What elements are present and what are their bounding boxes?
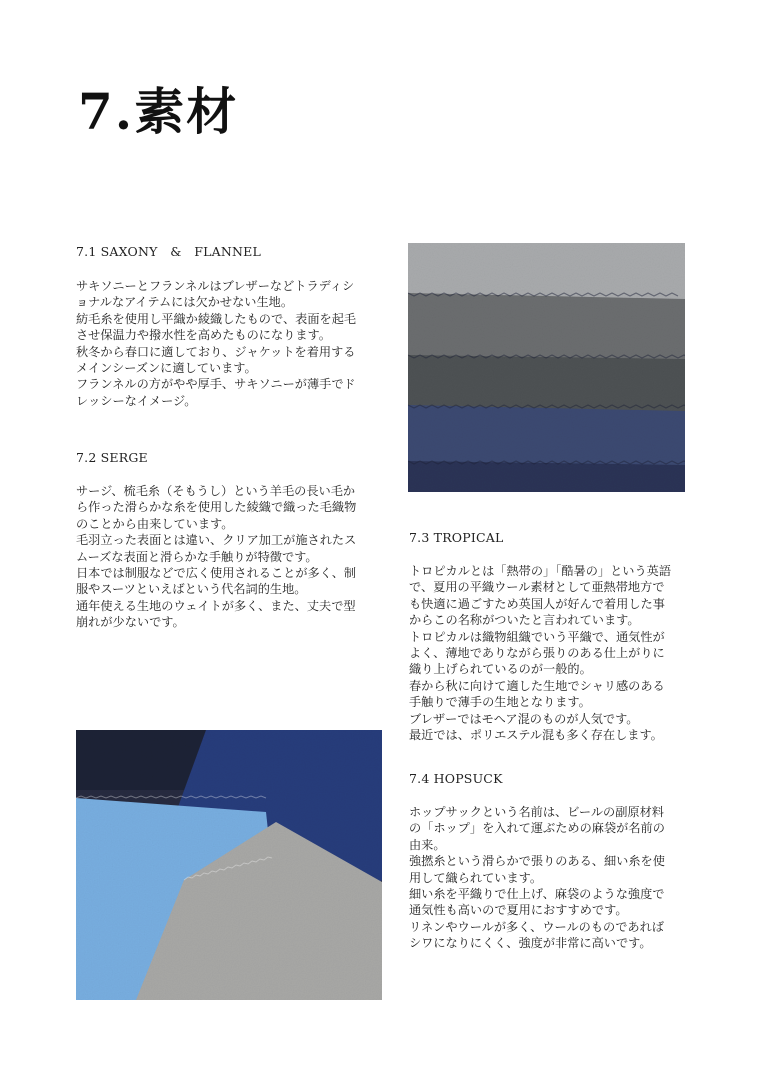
text-line: ムーズな表面と滑らかな手触りが特徴です。 — [76, 549, 318, 564]
section-heading: 7.1 SAXONY & FLANNEL — [76, 244, 261, 259]
text-line: シワになりにくく、強度が非常に高いです。 — [409, 936, 652, 951]
page-title: 7.素材 — [78, 82, 239, 141]
text-line: サキソニーとフランネルはブレザーなどトラディシ — [76, 279, 355, 293]
fabric-swatches-fanned-photo — [76, 730, 382, 1000]
text-line: メインシーズンに適しています。 — [76, 361, 257, 376]
text-line: 通気性も高いので夏用におすすめです。 — [409, 903, 628, 918]
section-body — [76, 278, 376, 409]
text-line: リネンやウールが多く、ウールのものであれば — [409, 919, 664, 934]
text-line: よく、薄地でありながら張りのある仕上がりに — [409, 646, 665, 661]
text-line: からこの名称がついたと言われています。 — [409, 613, 640, 628]
text-line: ホップサックという名前は、ビールの副原材料 — [409, 805, 664, 819]
section-body — [76, 483, 376, 631]
section-body — [409, 804, 689, 952]
text-line: ョナルなアイテムには欠かせない生地。 — [76, 295, 294, 310]
text-line: フランネルの方がやや厚手、サキソニーが薄手でド — [76, 377, 356, 392]
text-line: トロピカルとは「熱帯の」「酷暑の」という英語 — [409, 564, 672, 578]
text-line: レッシーなイメージ。 — [76, 393, 197, 408]
section-heading: 7.4 HOPSUCK — [409, 771, 503, 786]
text-line: 春から秋に向けて適した生地でシャリ感のある — [409, 678, 665, 693]
text-line: サージ、梳毛糸（そもうし）という羊毛の長い毛か — [76, 484, 356, 498]
text-line: ブレザーではモヘア混のものが人気です。 — [409, 711, 639, 726]
text-line: 毛羽立った表面とは違い、クリア加工が施されたス — [76, 533, 357, 548]
text-line: 通年使える生地のウェイトが多く、また、丈夫で型 — [76, 598, 356, 613]
text-line: ら作った滑らかな糸を使用した綾織で織った毛織物 — [76, 500, 357, 515]
section-heading: 7.3 TROPICAL — [409, 530, 504, 545]
fabric-swatches-stacked-photo — [408, 243, 685, 492]
text-line: 紡毛糸を使用し平織か綾織したもので、表面を起毛 — [76, 311, 357, 326]
text-line: 崩れが少ないです。 — [76, 615, 185, 630]
text-line: も快適に過ごすため英国人が好んで着用した事 — [409, 596, 665, 611]
text-line: で、夏用の平織ウール素材として亜熱帯地方で — [409, 580, 665, 595]
section-body — [409, 563, 689, 743]
section-hopsuck — [409, 771, 689, 952]
text-line: 織り上げられているのが一般的。 — [409, 662, 592, 677]
text-line: 秋冬から春口に適しており、ジャケットを着用する — [76, 344, 356, 359]
text-line: 用して織られています。 — [409, 870, 543, 885]
fabric-swatches-illustration — [408, 243, 685, 492]
text-line: トロピカルは織物組織でいう平織で、通気性が — [409, 629, 665, 644]
text-line: 手触りで薄手の生地となります。 — [409, 695, 591, 710]
text-line: 由来。 — [409, 837, 446, 852]
section-saxony-flannel — [76, 242, 376, 409]
text-line: 強撚糸という滑らかで張りのある、細い糸を使 — [409, 854, 665, 869]
text-line: 最近では、ポリエステル混も多く存在します。 — [409, 728, 663, 743]
text-line: のことから由来しています。 — [76, 516, 234, 531]
text-line: 服やスーツといえばという代名詞的生地。 — [76, 582, 307, 597]
text-line: 細い糸を平織りで仕上げ、麻袋のような強度で — [409, 887, 665, 902]
text-line: の「ホップ」を入れて運ぶための麻袋が名前の — [409, 821, 665, 836]
section-tropical — [409, 530, 689, 743]
text-line: させ保温力や撥水性を高めたものになります。 — [76, 328, 331, 343]
text-line: 日本では制服などで広く使用されることが多く、制 — [76, 566, 357, 581]
section-serge — [76, 450, 376, 631]
fabric-swatches-illustration — [76, 730, 382, 1000]
section-heading: 7.2 SERGE — [76, 450, 148, 465]
